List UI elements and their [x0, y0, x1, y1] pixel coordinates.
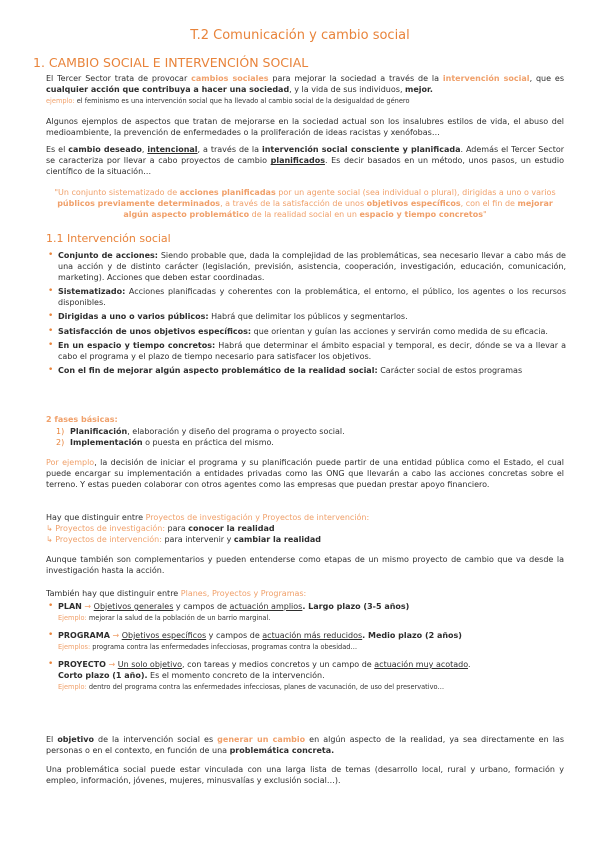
list-item: • Sistematizado: Acciones planificadas y coherentes con la problemática, el entorno, el público, los agentes o los recursos disponibles.: [46, 286, 566, 308]
level-programa: • PROGRAMA → Objetivos específicos y campos de actuación más reducidos. Medio plazo (2 años) Ejemplos: programa contra las enfermedades infecciosas, programas contra la obesidad…: [46, 630, 566, 653]
level-plan: • PLAN → Objetivos generales y campos de actuación amplios. Largo plazo (3-5 años) Ejemplo: mejorar la salud de la población de un barrio marginal.: [46, 601, 566, 624]
fase-item: 2) Implementación o puesta en práctica del mismo.: [56, 438, 274, 447]
paragraph-change: Es el cambio deseado, intencional, a través de la intervención social consciente y planificada. Además el Tercer Sector se caracteriza por llevar a cabo proyectos de cambio planificados. Es decir basados en un método, unos pasos, un estudio científico de la situación…: [46, 145, 565, 177]
paragraph-objective: El objetivo de la intervención social es generar un cambio en algún aspecto de la realidad, ya sea directamente en las personas o en el contexto, en función de una problemática concreta.: [46, 735, 564, 756]
page-title: T.2 Comunicación y cambio social: [190, 28, 410, 43]
paragraph-topics: Una problemática social puede estar vinculada con una larga lista de temas (desarrollo local, rural y urbano, formación y empleo, información, jóvenes, mujeres, minusvalías y exclusión social…).: [46, 765, 564, 786]
fase-item: 1) Planificación, elaboración y diseño del programa o proyecto social.: [56, 427, 345, 436]
section-1-1-heading: 1.1 Intervención social: [46, 232, 171, 245]
paragraph-complementary: Aunque también son complementarios y pueden entenderse como etapas de un mismo proyecto de cambio que va desde la investigación hasta la acción.: [46, 555, 564, 576]
paragraph-intro: El Tercer Sector trata de provocar cambios sociales para mejorar la sociedad a través de la intervención social, que es cualquier acción que contribuya a hacer una sociedad, y la vida de sus individuos, mejor. ejemplo: el feminismo es una intervención social que ha llevado al cambio social de la desigualdad de género: [46, 74, 565, 106]
list-item: • Satisfacción de unos objetivos específicos: que orientan y guían las acciones y servirán como medida de su eficacia.: [46, 326, 566, 337]
project-type-research: ↳ Proyectos de investigación: para conocer la realidad: [46, 524, 275, 533]
characteristics-list: [46, 250, 566, 379]
fases-heading: 2 fases básicas:: [46, 415, 118, 424]
section-1-heading: 1. CAMBIO SOCIAL E INTERVENCIÓN SOCIAL: [33, 55, 309, 70]
project-type-intervention: ↳ Proyectos de intervención: para intervenir y cambiar la realidad: [46, 535, 322, 544]
distinguish-projects: Hay que distinguir entre Proyectos de investigación y Proyectos de intervención:: [46, 513, 370, 522]
paragraph-example-entities: Por ejemplo, la decisión de iniciar el programa y su planificación puede partir de una entidad pública como el Estado, el cual puede encargar su implementación a entidades privadas como las ONG que llevarán a cabo las acciones concretas sobre el terreno. Y estas pueden colaborar con otros agentes como las empresas que puedan prestar apoyo financiero.: [46, 458, 564, 490]
list-item: • En un espacio y tiempo concretos: Habrá que determinar el ámbito espacial y temporal, es decir, dónde se va a llevar a cabo el programa y el plazo de tiempo necesario para satisfacer los objetivos.: [46, 340, 566, 362]
list-item: • Dirigidas a uno o varios públicos: Habrá que delimitar los públicos y segmentarlos.: [46, 311, 566, 322]
paragraph-examples: Algunos ejemplos de aspectos que tratan de mejorarse en la sociedad actual son los insalubres estilos de vida, el abuso del medioambiente, la prevención de enfermedades o la proliferación de ideas racistas y xenófobas…: [46, 117, 564, 138]
list-item: • Con el fin de mejorar algún aspecto problemático de la realidad social: Carácter social de estos programas: [46, 365, 566, 376]
definition-quote: "Un conjunto sistematizado de acciones planificadas por un agente social (sea individual o plural), dirigidas a uno o varios públicos previamente determinados, a través de la satisfacción de unos objetivos específicos, con el fin de mejorar algún aspecto problemático de la realidad social en un espacio y tiempo concretos": [54, 188, 556, 220]
list-item: • Conjunto de acciones: Siendo probable que, dada la complejidad de las problemáticas, sea necesario llevar a cabo más de una acción y de distinto carácter (legislación, previsión, asistencia, cooperación, investigación, educación, comunicación, marketing). Acciones que deben estar coordinadas.: [46, 250, 566, 283]
distinguish-levels: También hay que distinguir entre Planes, Proyectos y Programas:: [46, 589, 307, 598]
levels-list: [46, 601, 566, 696]
level-proyecto: • PROYECTO → Un solo objetivo, con tareas y medios concretos y un campo de actuación muy acotado. Corto plazo (1 año). Es el momento concreto de la intervención. Ejemplo: dentro del programa contra las enfermedades infecciosas, planes de vacunación, de uso del preservativo…: [46, 659, 566, 693]
